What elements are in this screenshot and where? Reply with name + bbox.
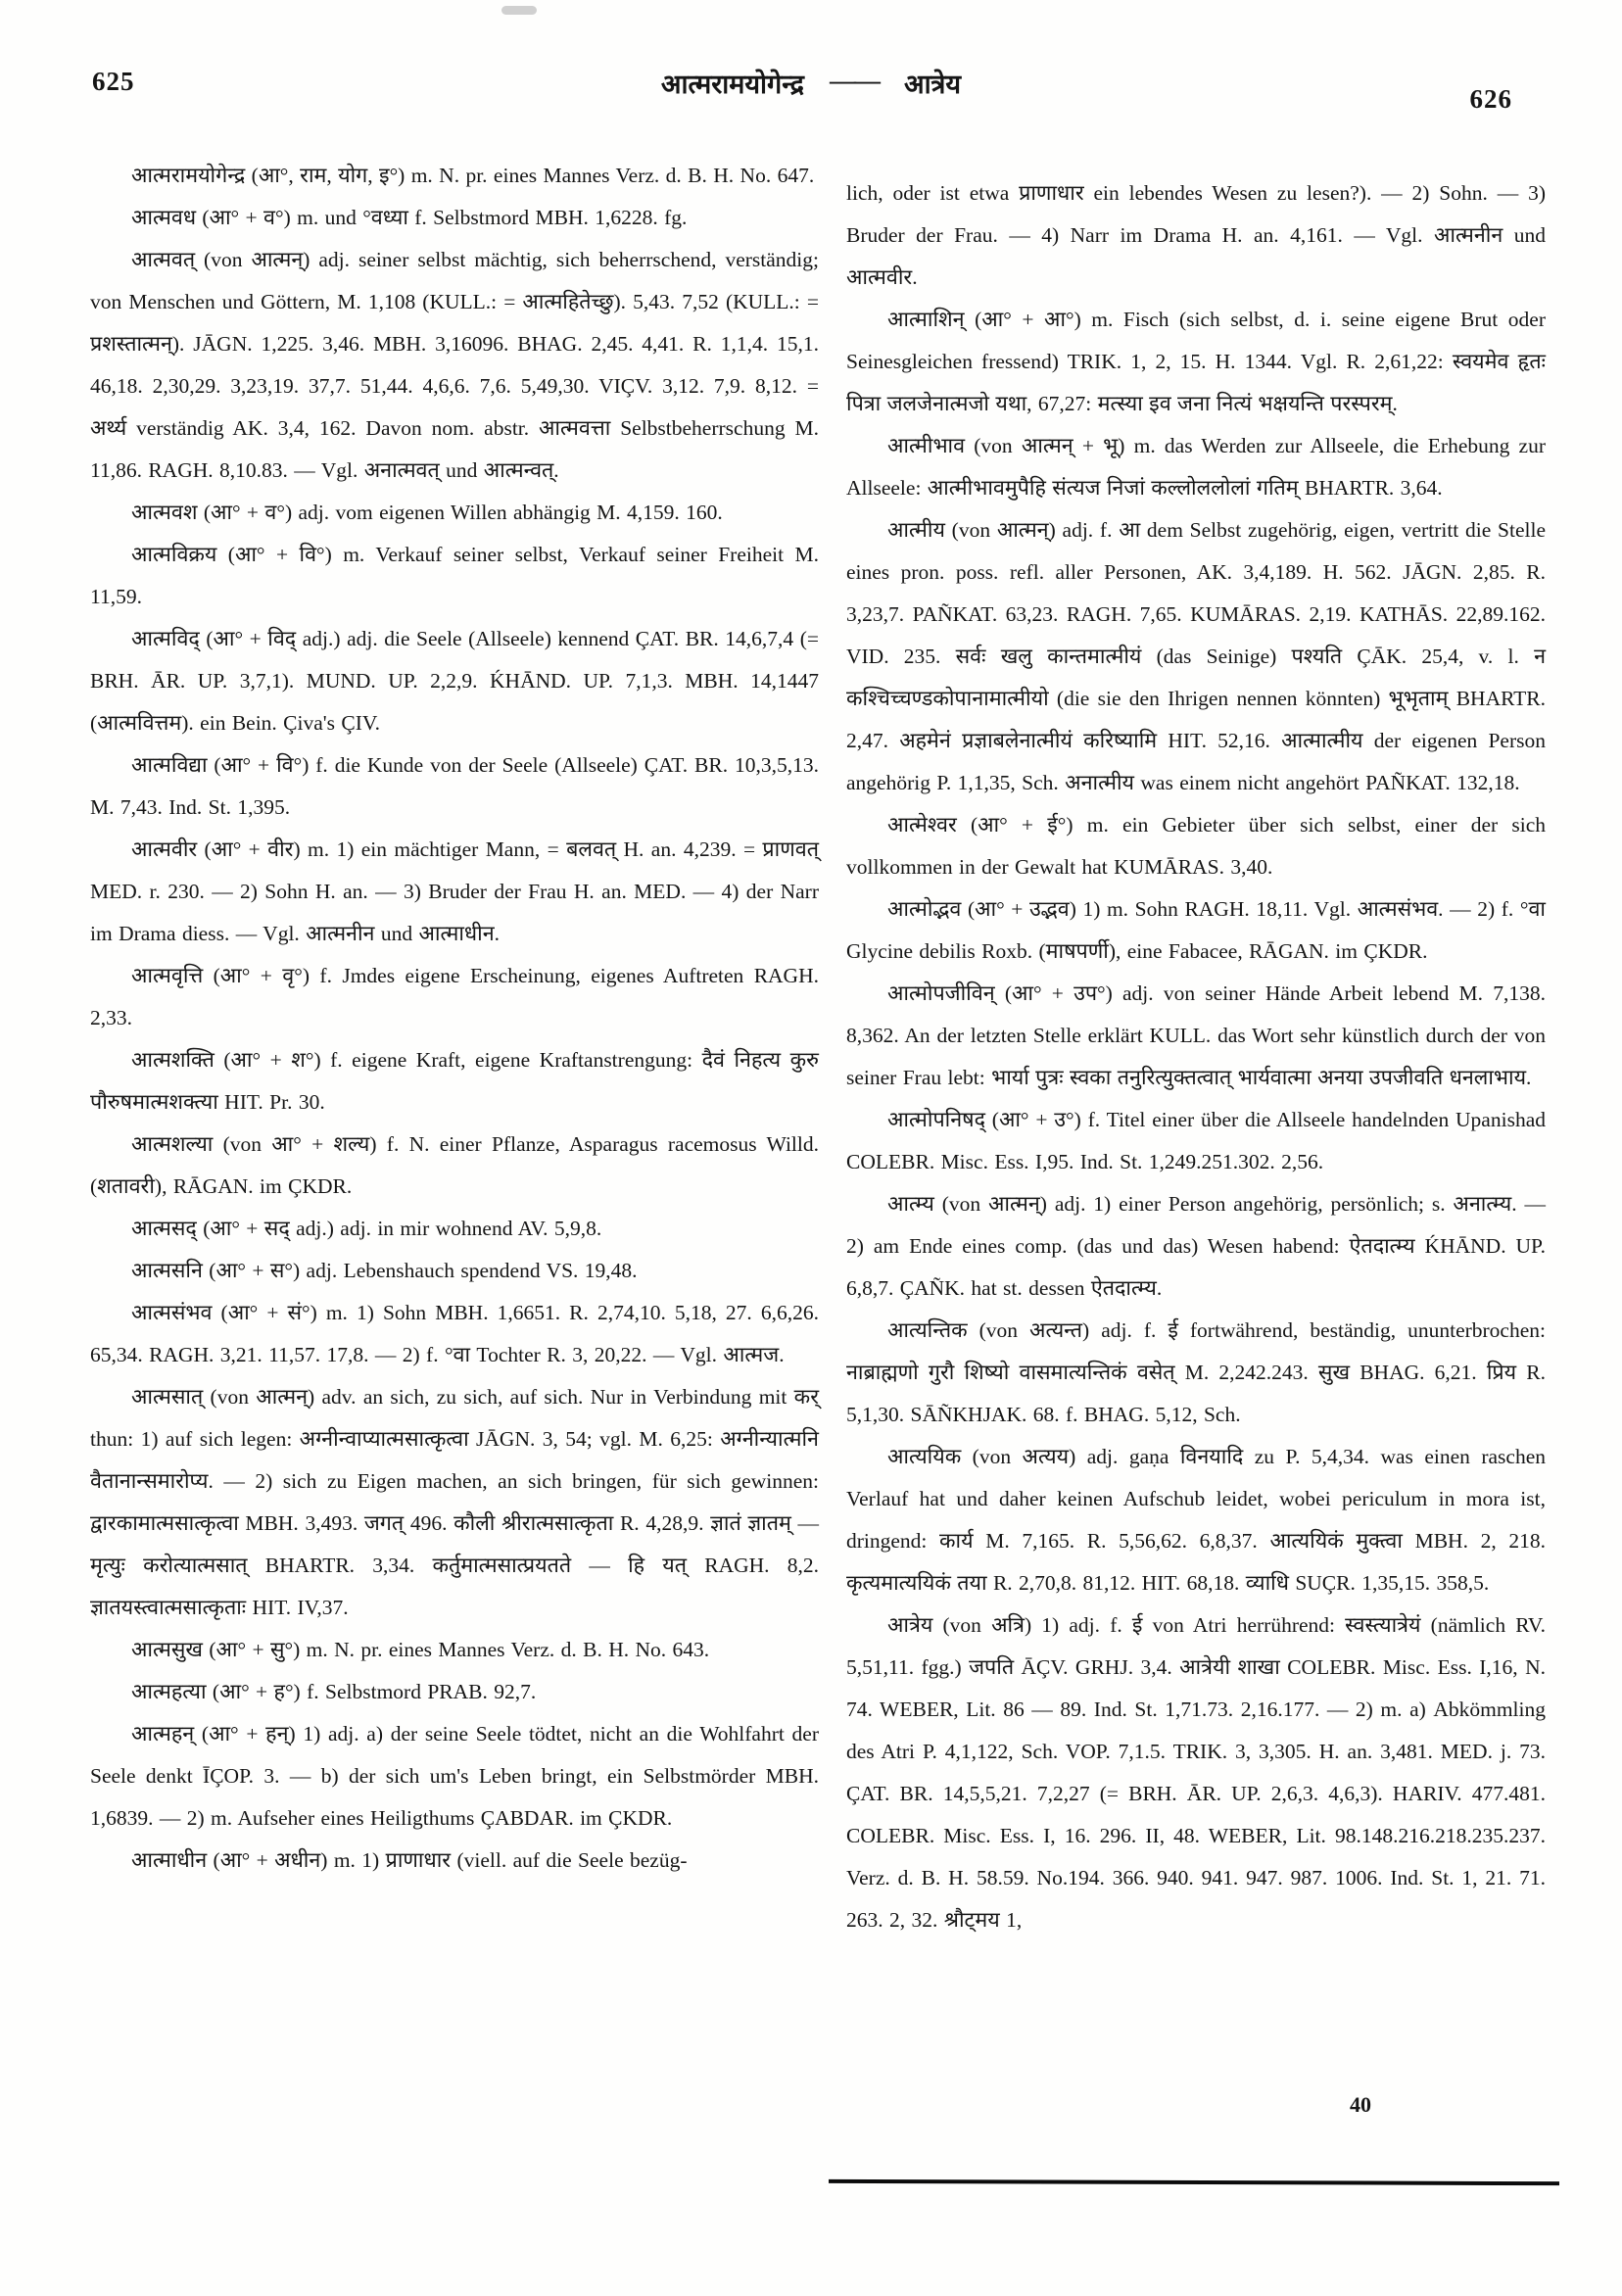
dictionary-entry: आत्मेश्वर (आ° + ई°) m. ein Gebieter über sich selbst, einer der sich vollkommen in der Gewalt hat KUMĀRAS. 3,40. xyxy=(846,813,1546,879)
scan-artifact-line xyxy=(829,2179,1559,2185)
dictionary-entry: आत्मविक्रय (आ° + वि°) m. Verkauf seiner selbst, Verkauf seiner Freiheit M. 11,59. xyxy=(90,543,819,608)
dictionary-entry: lich, oder ist etwa प्राणाधार ein lebendes Wesen zu lesen?). — 2) Sohn. — 3) Bruder der Frau. — 4) Narr im Drama H. an. 4,161. — Vgl. आत्मनीन und आत्मवीर. xyxy=(846,181,1546,289)
dictionary-entry: आत्माशिन् (आ° + आ°) m. Fisch (sich selbst, d. i. seine eigene Brut oder Seinesgleichen fressend) TRIK. 1, 2, 15. H. 1344. Vgl. R. 2,61,22: स्वयमेव हृतः पित्रा जलजेनात्मजो यथा, 67,27: मत्स्या इव जना नित्यं भक्षयन्ति परस्परम्. xyxy=(846,308,1546,415)
dictionary-entry: आत्मवत् (von आत्मन्) adj. seiner selbst mächtig, sich beherrschend, verständig; von Menschen und Göttern, M. 1,108 (KULL.: = आत्महितेच्छु). 5,43. 7,52 (KULL.: = प्रशस्तात्मन्). JĀGN. 1,225. 3,46. MBH. 3,16096. BHAG. 2,45. 4,41. R. 1,1,4. 15,1. 46,18. 2,30,29. 3,23,19. 37,7. 51,44. 4,6,6. 7,6. 5,49,30. VIÇV. 3,12. 7,9. 8,12. = अर्थ्य verständig AK. 3,4, 162. Davon nom. abstr. आत्मवत्ता Selbstbeherrschung M. 11,86. RAGH. 8,10.83. — Vgl. अनात्मवत् und आत्मन्वत्. xyxy=(90,248,819,482)
dictionary-entry: आत्रेय (von अत्रि) 1) adj. f. ई von Atri herrührend: स्वस्त्यात्रेयं (nämlich RV. 5,51,11. fgg.) जपति ĀÇV. GRHJ. 3,4. आत्रेयी शाखा COLEBR. Misc. Ess. I,16, N. 74. WEBER, Lit. 86 — 89. Ind. St. 1,71.73. 2,16.177. — 2) m. a) Abkömmling des Atri P. 4,1,122, Sch. VOP. 7,1.5. TRIK. 3, 3,305. H. an. 3,481. MED. j. 73. ÇAT. BR. 14,5,5,21. 7,2,27 (= BRH. ĀR. UP. 2,6,3. 4,6,3). HARIV. 477.481. COLEBR. Misc. Ess. I, 16. 296. II, 48. WEBER, Lit. 98.148.216.218.235.237. Verz. d. B. H. 58.59. No.194. 366. 940. 941. 947. 987. 1006. Ind. St. 1, 21. 71. 263. 2, 32. श्रौट्मय 1, xyxy=(846,1613,1546,1932)
dictionary-entry: आत्मविद्या (आ° + वि°) f. die Kunde von der Seele (Allseele) ÇAT. BR. 10,3,5,13. M. 7,43. Ind. St. 1,395. xyxy=(90,753,819,819)
running-head xyxy=(0,65,1622,101)
dictionary-entry: आत्मोद्भव (आ° + उद्भव) 1) m. Sohn RAGH. 18,11. Vgl. आत्मसंभव. — 2) f. °वा Glycine debilis Roxb. (माषपर्णी), eine Fabacee, RĀGAN. im ÇKDR. xyxy=(846,897,1546,963)
dictionary-entry: आत्मीय (von आत्मन्) adj. f. आ dem Selbst zugehörig, eigen, vertritt die Stelle eines pron. poss. refl. aller Personen, AK. 3,4,189. H. 562. JĀGN. 2,85. R. 3,23,7. PAÑKAT. 63,23. RAGH. 7,65. KUMĀRAS. 2,19. KATHĀS. 22,89.162. VID. 235. सर्वः खलु कान्तमात्मीयं (das Seinige) पश्यति ÇĀK. 25,4, v. l. न कश्चिच्चण्डकोपानामात्मीयो (die sie den Ihrigen nennen könnten) भूभृताम् BHARTR. 2,47. अहमेनं प्रज्ञाबलेनात्मीयं करिष्यामि HIT. 52,16. आत्मात्मीय der eigenen Person angehörig P. 1,1,35, Sch. अनात्मीय was einem nicht angehört PAÑKAT. 132,18. xyxy=(846,518,1546,794)
dictionary-entry: आत्म्य (von आत्मन्) adj. 1) einer Person angehörig, persönlich; s. अनात्म्य. — 2) am Ende eines comp. (das und das) Wesen habend: ऐतदात्म्य ḰHĀND. UP. 6,8,7. ÇAÑK. hat st. dessen ऐतदात्म्य. xyxy=(846,1192,1546,1300)
dictionary-entry: आत्मीभाव (von आत्मन् + भू) m. das Werden zur Allseele, die Erhebung zur Allseele: आत्मीभावमुपैहि संत्यज निजां कल्लोललोलां गतिम् BHARTR. 3,64. xyxy=(846,434,1546,500)
right-column xyxy=(846,155,1546,1941)
dictionary-entry: आत्महन् (आ° + हन्) 1) adj. a) der seine Seele tödtet, nicht an die Wohlfahrt der Seele denkt ĪÇOP. 3. — b) der sich um's Leben bringt, ein Selbstmörder MBH. 1,6839. — 2) m. Aufseher eines Heiligthums ÇABDAR. im ÇKDR. xyxy=(90,1722,819,1830)
dictionary-entry: आत्मसद् (आ° + सद् adj.) adj. in mir wohnend AV. 5,9,8. xyxy=(131,1217,602,1240)
page-number-right: 626 xyxy=(1469,84,1512,114)
dictionary-entry: आत्मोपनिषद् (आ° + उ°) f. Titel einer über die Allseele handelnden Upanishad COLEBR. Misc. Ess. I,95. Ind. St. 1,249.251.302. 2,56. xyxy=(846,1108,1546,1173)
dictionary-entry: आत्मोपजीविन् (आ° + उप°) adj. von seiner Hände Arbeit lebend M. 7,138. 8,362. An der letzten Stelle erklärt KULL. das Wort sehr künstlich durch der von seiner Frau lebt: भार्या पुत्रः स्वका तनुरित्युक्तत्वात् भार्यवात्मा अनया उपजीवति धनलाभाय. xyxy=(846,981,1546,1089)
dictionary-entry: आत्मसंभव (आ° + सं°) m. 1) Sohn MBH. 1,6651. R. 2,74,10. 5,18, 27. 6,6,26. 65,34. RAGH. 3,21. 11,57. 17,8. — 2) f. °वा Tochter R. 3, 20,22. — Vgl. आत्मज. xyxy=(90,1301,819,1366)
dictionary-entry: आत्माधीन (आ° + अधीन) m. 1) प्राणाधार (viell. auf die Seele bezüg- xyxy=(131,1848,688,1872)
dictionary-entry: आत्मसात् (von आत्मन्) adv. an sich, zu sich, auf sich. Nur in Verbindung mit कर् thun: 1) auf sich legen: अग्नीन्वाप्यात्मसात्कृत्वा JĀGN. 3, 54; vgl. M. 6,25: अग्नीन्यात्मनि वैतानान्समारोप्य. — 2) sich zu Eigen machen, an sich bringen, für sich gewinnen: द्वारकामात्मसात्कृत्वा MBH. 3,493. जगत् 496. कौली श्रीरात्मसात्कृता R. 4,28,9. ज्ञातं ज्ञातम् — मृत्युः करोत्यात्मसात् BHARTR. 3,34. कर्तुमात्मसात्प्रयतते — हि यत् RAGH. 8,2. ज्ञातयस्त्वात्मसात्कृताः HIT. IV,37. xyxy=(90,1385,819,1619)
left-column xyxy=(90,155,819,1882)
dictionary-entry: आत्मवश (आ° + व°) adj. vom eigenen Willen abhängig M. 4,159. 160. xyxy=(131,501,723,524)
dictionary-entry: आत्ययिक (von अत्यय) adj. gaṇa विनयादि zu P. 5,4,34. was einen raschen Verlauf hat und daher keinen Aufschub leidet, wobei periculum in mora ist, dringend: कार्य M. 7,165. R. 5,56,62. 6,8,37. आत्ययिकं मुक्त्वा MBH. 2, 218. कृत्यमात्ययिकं तया R. 2,70,8. 81,12. HIT. 68,18. व्याधि SUÇR. 1,35,15. 358,5. xyxy=(846,1445,1546,1595)
dictionary-entry: आत्मशक्ति (आ° + श°) f. eigene Kraft, eigene Kraftanstrengung: दैवं निहत्य कुरु पौरुषमात्मशक्त्या HIT. Pr. 30. xyxy=(90,1048,819,1114)
dictionary-entry: आत्मवृत्ति (आ° + वृ°) f. Jmdes eigene Erscheinung, eigenes Auftreten RAGH. 2,33. xyxy=(90,964,819,1029)
dictionary-entry: आत्यन्तिक (von अत्यन्त) adj. f. ई fortwährend, beständig, ununterbrochen: नाब्राह्मणो गुरौ शिष्यो वासमात्यन्तिकं वसेत् M. 2,242.243. सुख BHAG. 6,21. प्रिय R. 5,1,30. SĀÑKHJAK. 68. f. BHAG. 5,12, Sch. xyxy=(846,1318,1546,1426)
dictionary-entry: आत्मशल्या (von आ° + शल्य) f. N. einer Pflanze, Asparagus racemosus Willd. (शतावरी), RĀGAN. im ÇKDR. xyxy=(90,1132,819,1198)
two-column-text-block xyxy=(90,155,1546,1941)
dictionary-entry: आत्मसनि (आ° + स°) adj. Lebenshauch spendend VS. 19,48. xyxy=(131,1259,638,1282)
dictionary-entry: आत्मरामयोगेन्द्र (आ°, राम, योग, इ°) m. N. pr. eines Mannes Verz. d. B. H. No. 647. xyxy=(131,164,815,187)
dictionary-entry: आत्मसुख (आ° + सु°) m. N. pr. eines Mannes Verz. d. B. H. No. 643. xyxy=(131,1638,710,1661)
dictionary-entry: आत्मवीर (आ° + वीर) m. 1) ein mächtiger Mann, = बलवत् H. an. 4,239. = प्राणवत् MED. r. 230. — 2) Sohn H. an. — 3) Bruder der Frau H. an. MED. — 4) der Narr im Drama diess. — Vgl. आत्मनीन und आत्माधीन. xyxy=(90,837,819,945)
page-number-left: 625 xyxy=(92,67,135,96)
dictionary-entry: आत्मविद् (आ° + विद् adj.) adj. die Seele (Allseele) kennend ÇAT. BR. 14,6,7,4 (= BRH. ĀR. UP. 3,7,1). MUND. UP. 2,2,9. ḰHĀND. UP. 7,1,3. MBH. 14,1447 (आत्मवित्तम). ein Bein. Çiva's ÇIV. xyxy=(90,627,819,735)
dictionary-entry: आत्मवध (आ° + व°) m. und °वध्या f. Selbstmord MBH. 1,6228. fg. xyxy=(131,206,688,229)
running-head-last-word: आत्रेय xyxy=(903,70,962,99)
signature-mark: 40 xyxy=(1350,2092,1371,2117)
running-head-first-word: आत्मरामयोगेन्द्र xyxy=(660,70,804,99)
scan-artifact-speck xyxy=(501,6,537,15)
running-head-divider: —— xyxy=(829,66,879,95)
dictionary-entry: आत्महत्या (आ° + ह°) f. Selbstmord PRAB. 92,7. xyxy=(131,1680,537,1703)
